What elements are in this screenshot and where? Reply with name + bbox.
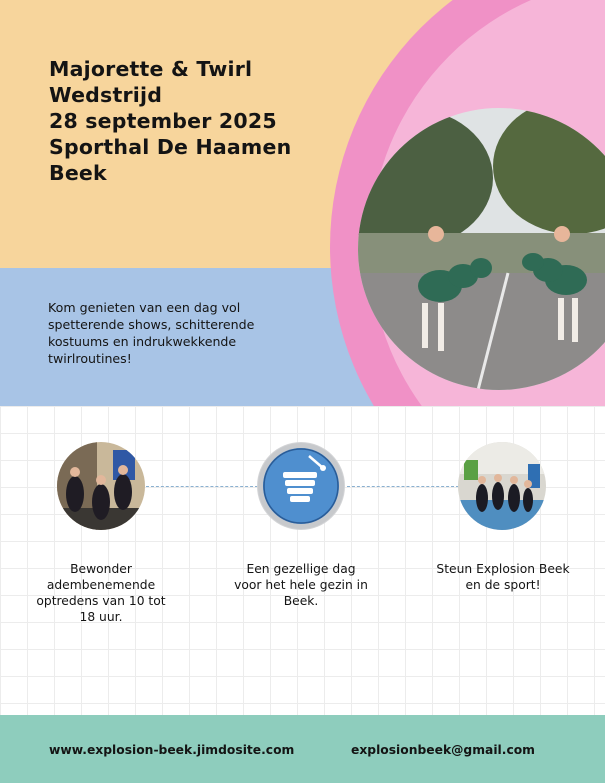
title-line: 28 september 2025 [49,109,277,133]
intro-text: Kom genieten van een dag vol spetterende shows, schitterende kostuums en indrukwekkende twirlroutines! [48,300,255,366]
team-sport-photo [458,442,546,530]
connector-line [347,486,459,487]
feature-caption: Bewonder adembenemende optredens van 10 tot 18 uur. [36,562,166,624]
performance-photo [57,442,145,530]
title-line: Wedstrijd [49,83,163,107]
title-line: Beek [49,161,107,185]
title-line: Majorette & Twirl [49,57,253,81]
website-link[interactable]: www.explosion-beek.jimdosite.com [49,743,295,757]
event-title [49,56,291,186]
connector-line [146,486,258,487]
feature-caption: Een gezellige dag voor het hele gezin in Beek. [234,562,368,608]
title-line: Sporthal De Haamen [49,135,292,159]
federation-logo [257,442,345,530]
feature-caption: Steun Explosion Beek en de sport! [436,562,570,592]
email-link[interactable]: explosionbeek@gmail.com [351,743,535,757]
